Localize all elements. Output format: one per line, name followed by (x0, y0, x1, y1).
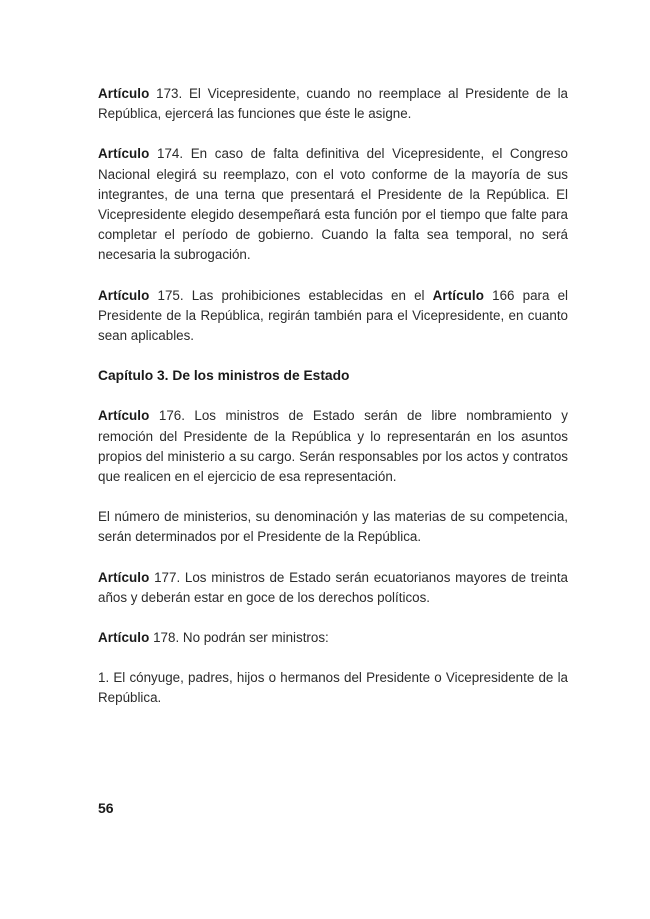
article-text: 174. En caso de falta definitiva del Vicepresidente, el Congreso Nacional elegirá su reemplazo, con el voto conforme de la mayoría de sus integrantes, de una terna que presentará el Presidente de la República. El Vicepresidente elegido desempeñará esta función por el tiempo que falte para completar el período de gobierno. Cuando la falta sea temporal, no será necesaria la subrogación. (98, 146, 568, 263)
article-175 (98, 286, 568, 347)
article-174 (98, 144, 568, 265)
article-text: 177. Los ministros de Estado serán ecuatorianos mayores de treinta años y deberán estar en goce de los derechos políticos. (98, 569, 568, 605)
article-176 (98, 406, 568, 487)
page-number: 56 (98, 800, 114, 816)
list-item-1: 1. El cónyuge, padres, hijos o hermanos del Presidente o Vicepresidente de la República. (98, 670, 568, 706)
article-keyword: Artículo (98, 86, 150, 101)
article-177 (98, 568, 568, 608)
article-text: 176. Los ministros de Estado serán de libre nombramiento y remoción del Presidente de la República y lo representarán en los asuntos propios del ministerio a su cargo. Serán responsables por los actos y contratos que realicen en el ejercicio de esa representación. (98, 408, 568, 485)
article-text: 178. No podrán ser ministros: (149, 630, 329, 646)
article-keyword: Artículo (98, 630, 150, 646)
article-keyword: Artículo (98, 146, 150, 162)
article-reference-keyword: Artículo (432, 287, 485, 303)
chapter-heading: Capítulo 3. De los ministros de Estado (98, 368, 350, 384)
article-text: 173. El Vicepresidente, cuando no reemplace al Presidente de la República, ejercerá las funciones que éste le asigne. (98, 86, 568, 122)
article-173 (98, 84, 568, 124)
ministries-paragraph: El número de ministerios, su denominación y las materias de su competencia, serán determinados por el Presidente de la República. (98, 509, 568, 545)
article-keyword: Artículo (98, 408, 150, 424)
article-text: 175. Las prohibiciones establecidas en el (149, 287, 433, 303)
article-178 (98, 628, 568, 648)
article-text: 166 para el Presidente de la República, regirán también para el Vicepresidente, en cuanto sean aplicables. (98, 287, 568, 344)
document-body (98, 84, 568, 729)
article-keyword: Artículo (98, 569, 150, 585)
article-keyword: Artículo (98, 287, 150, 303)
